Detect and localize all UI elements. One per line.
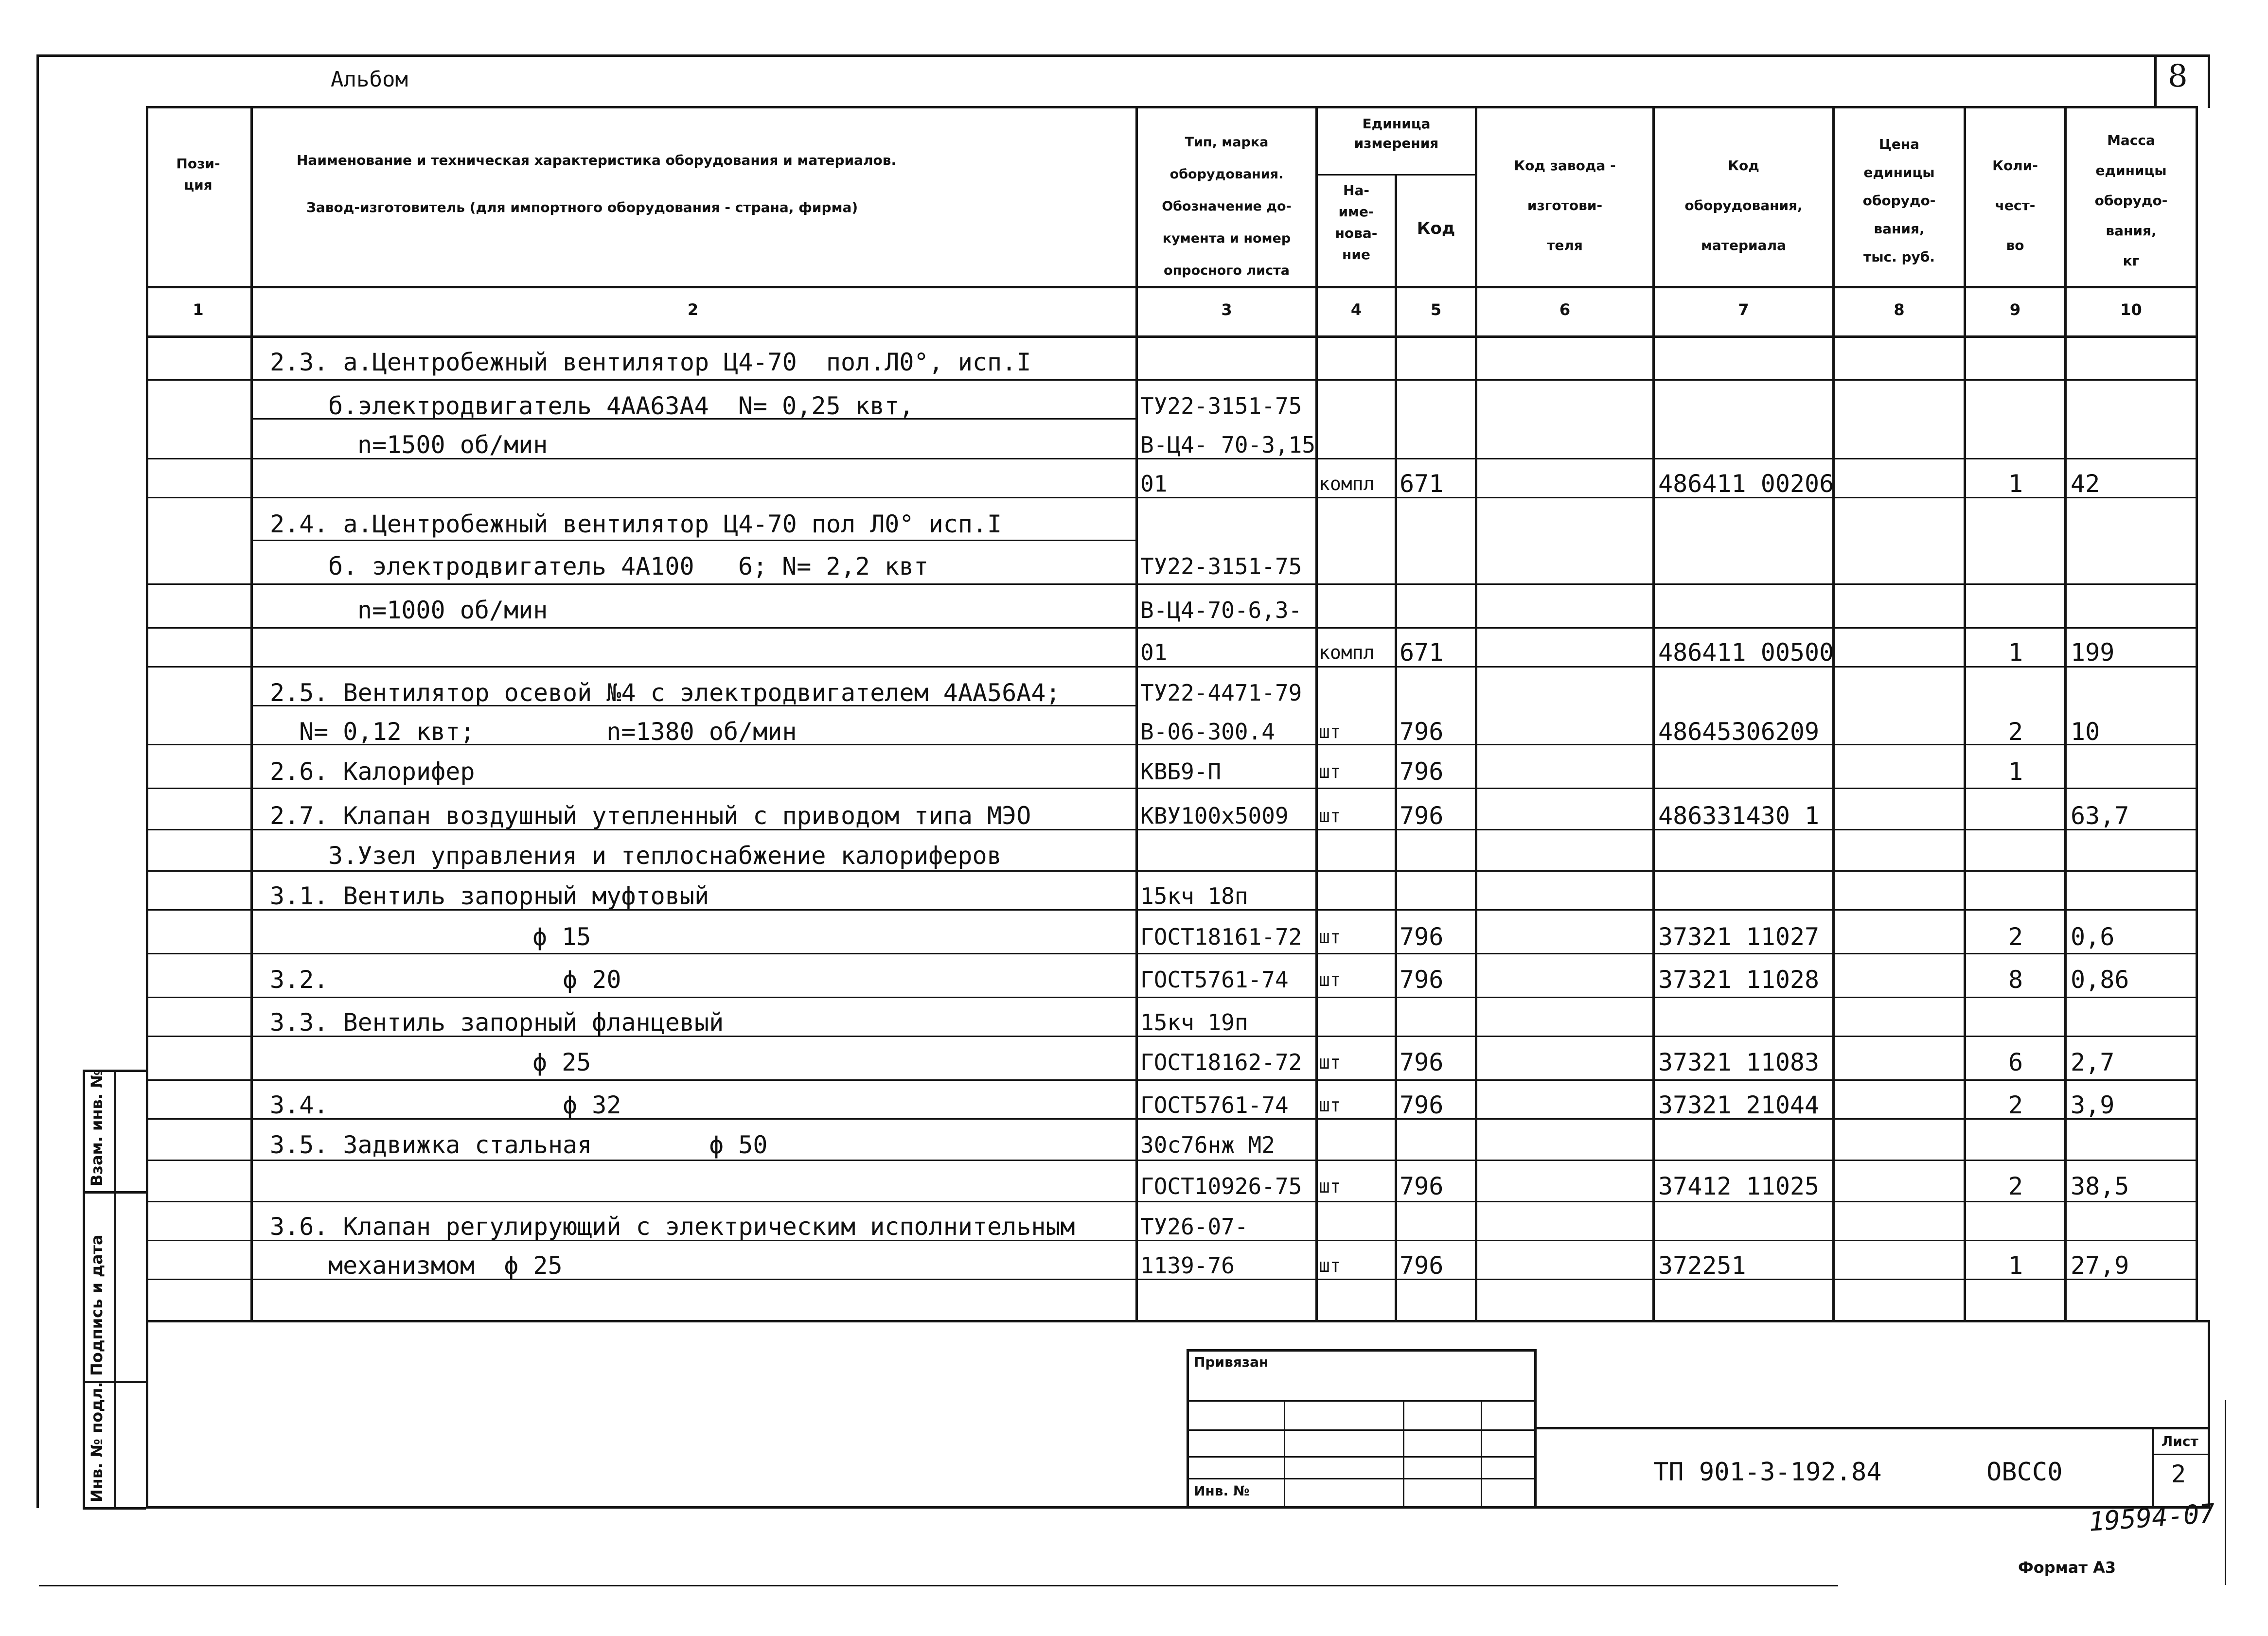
col7-header: Код оборудования, материала xyxy=(1684,158,1803,253)
cell-type: 15кч 19п xyxy=(1140,1009,1248,1036)
cell-type: ТУ26-07- xyxy=(1140,1214,1248,1240)
cell-qty: 2 xyxy=(2008,718,2023,746)
col-number: 8 xyxy=(1894,300,1905,319)
cell-code: 372251 xyxy=(1658,1251,1746,1280)
cell-type: ГОСТ5761-74 xyxy=(1140,967,1289,993)
item-description: ϕ 25 xyxy=(532,1048,591,1076)
sheet-number: 2 xyxy=(2171,1460,2186,1488)
cell-qty: 8 xyxy=(2008,966,2023,994)
cell-ucode: 796 xyxy=(1400,966,1444,994)
cell-ucode: 796 xyxy=(1400,923,1444,951)
section-code: ОВСС0 xyxy=(1986,1458,2063,1487)
cell-unit: компл xyxy=(1319,642,1375,663)
cell-code: 37412 11025 xyxy=(1658,1172,1820,1200)
cell-qty: 2 xyxy=(2008,1091,2023,1119)
cell-type: КВУ100х5009 xyxy=(1140,803,1289,829)
item-description: 2.5. Вентилятор осевой №4 с электродвигателем 4АА56А4; xyxy=(270,679,1061,707)
col1-header: Пози- ция xyxy=(176,156,220,193)
cell-ucode: 796 xyxy=(1400,718,1444,746)
col10-header: Масса единицы оборудо- вания, кг xyxy=(2094,132,2168,269)
cell-unit: шт xyxy=(1319,969,1341,990)
cell-unit: шт xyxy=(1319,1052,1341,1073)
inv-no-label: Инв. № xyxy=(1194,1483,1250,1499)
item-description: 3.5. Задвижка стальная ϕ 50 xyxy=(270,1131,768,1159)
col3-header: Тип, марка оборудования. Обозначение до- кумента и номер опросного листа xyxy=(1162,135,1292,278)
cell-type: ГОСТ10926-75 xyxy=(1140,1173,1302,1199)
cell-mass: 0,86 xyxy=(2071,966,2129,994)
archive-number: 19594-07 xyxy=(2088,1498,2216,1537)
format-label: Формат А3 xyxy=(2018,1558,2116,1577)
item-description: N= 0,12 квт; n=1380 об/мин xyxy=(299,718,797,746)
cell-ucode: 671 xyxy=(1400,638,1444,667)
side-stamp-sign-date: Подпись и дата xyxy=(88,1234,106,1376)
cell-type: ТУ22-3151-75 xyxy=(1140,393,1302,419)
unit-group-header: Единица измерения xyxy=(1354,116,1439,151)
item-description: 3.2. ϕ 20 xyxy=(270,966,621,994)
item-description: б. электродвигатель 4А100 6; N= 2,2 квт xyxy=(328,552,929,581)
cell-ucode: 796 xyxy=(1400,1048,1444,1076)
cell-code: 486331430 1 xyxy=(1658,802,1820,830)
cell-unit: компл xyxy=(1319,473,1375,494)
cell-type: 01 xyxy=(1140,471,1168,497)
side-stamp-replaced-inv: Взам. инв. № xyxy=(88,1069,106,1186)
cell-type: В-Ц4- 70-3,15 xyxy=(1140,432,1315,458)
item-description: 3.1. Вентиль запорный муфтовый xyxy=(270,882,709,910)
cell-mass: 27,9 xyxy=(2071,1251,2129,1280)
designation: ТП 901-3-192.84 xyxy=(1653,1458,1882,1487)
col-number: 6 xyxy=(1559,300,1571,319)
cell-type: 1139-76 xyxy=(1140,1252,1235,1279)
cell-ucode: 796 xyxy=(1400,1251,1444,1280)
col-number: 7 xyxy=(1738,300,1749,319)
cell-mass: 3,9 xyxy=(2071,1091,2115,1119)
cell-code: 37321 11027 xyxy=(1658,923,1820,951)
side-stamp-inv-orig: Инв. № подл. xyxy=(88,1382,106,1502)
col2-header-line1: Наименование и техническая характеристика оборудования и материалов. xyxy=(297,152,897,168)
sheet-label: Лист xyxy=(2162,1433,2198,1449)
cell-ucode: 796 xyxy=(1400,802,1444,830)
cell-ucode: 796 xyxy=(1400,1172,1444,1200)
col-number: 4 xyxy=(1350,300,1362,319)
cell-qty: 1 xyxy=(2008,638,2023,667)
cell-type: В-06-300.4 xyxy=(1140,719,1275,745)
cell-mass: 2,7 xyxy=(2071,1048,2115,1076)
cell-unit: шт xyxy=(1319,805,1341,827)
cell-unit: шт xyxy=(1319,1094,1341,1116)
cell-code: 37321 11083 xyxy=(1658,1048,1820,1076)
col-number: 5 xyxy=(1430,300,1442,319)
cell-type: В-Ц4-70-6,3- xyxy=(1140,597,1302,623)
col-number: 3 xyxy=(1221,300,1232,319)
cell-code: 486411 00206 xyxy=(1658,470,1834,498)
item-description: 2.6. Калорифер xyxy=(270,757,475,786)
cell-type: 01 xyxy=(1140,639,1168,666)
col-number: 2 xyxy=(687,300,699,319)
item-description: 3.Узел управления и теплоснабжение калориферов xyxy=(328,842,1002,870)
cell-unit: шт xyxy=(1319,721,1341,742)
col6-header: Код завода - изготови- теля xyxy=(1514,158,1616,253)
col-number: 1 xyxy=(193,300,204,319)
item-description: механизмом ϕ 25 xyxy=(328,1251,563,1280)
cell-ucode: 671 xyxy=(1400,470,1444,498)
cell-code: 37321 21044 xyxy=(1658,1091,1820,1119)
cell-code: 486411 00500 xyxy=(1658,638,1834,667)
sheet-corner-number: 8 xyxy=(2168,58,2188,94)
cell-qty: 2 xyxy=(2008,923,2023,951)
album-label: Альбом xyxy=(331,67,408,92)
cell-qty: 1 xyxy=(2008,757,2023,786)
cell-qty: 2 xyxy=(2008,1172,2023,1200)
cell-mass: 42 xyxy=(2071,470,2100,498)
cell-type: ТУ22-3151-75 xyxy=(1140,553,1302,580)
cell-type: ГОСТ18161-72 xyxy=(1140,924,1302,950)
cell-mass: 10 xyxy=(2071,718,2100,746)
item-description: n=1000 об/мин xyxy=(357,596,548,624)
item-description: 3.3. Вентиль запорный фланцевый xyxy=(270,1008,724,1037)
item-description: 2.7. Клапан воздушный утепленный с приводом типа МЭО xyxy=(270,802,1031,830)
cell-ucode: 796 xyxy=(1400,1091,1444,1119)
col2-header-line2: Завод-изготовитель (для импортного оборудования - страна, фирма) xyxy=(306,199,858,215)
cell-qty: 1 xyxy=(2008,1251,2023,1280)
cell-type: 30с76нж М2 xyxy=(1140,1132,1275,1158)
attached-label: Привязан xyxy=(1194,1354,1269,1370)
cell-mass: 63,7 xyxy=(2071,802,2129,830)
item-description: 3.4. ϕ 32 xyxy=(270,1091,621,1119)
col-number: 9 xyxy=(2009,300,2021,319)
item-description: ϕ 15 xyxy=(532,923,591,951)
cell-type: ТУ22-4471-79 xyxy=(1140,680,1302,706)
cell-mass: 199 xyxy=(2071,638,2115,667)
cell-mass: 0,6 xyxy=(2071,923,2115,951)
cell-qty: 6 xyxy=(2008,1048,2023,1076)
cell-unit: шт xyxy=(1319,761,1341,782)
cell-unit: шт xyxy=(1319,1255,1341,1276)
cell-mass: 38,5 xyxy=(2071,1172,2129,1200)
cell-ucode: 796 xyxy=(1400,757,1444,786)
cell-type: ГОСТ18162-72 xyxy=(1140,1049,1302,1075)
cell-type: 15кч 18п xyxy=(1140,883,1248,909)
cell-type: КВБ9-П xyxy=(1140,758,1222,785)
col8-header: Цена единицы оборудо- вания, тыс. руб. xyxy=(1862,136,1936,265)
col-number: 10 xyxy=(2120,300,2142,319)
item-description: б.электродвигатель 4АА63А4 N= 0,25 квт, xyxy=(328,392,914,420)
cell-code: 48645306209 xyxy=(1658,718,1820,746)
cell-code: 37321 11028 xyxy=(1658,966,1820,994)
col4-header: На- име- нова- ние xyxy=(1335,182,1378,263)
cell-unit: шт xyxy=(1319,1176,1341,1197)
cell-type: ГОСТ5761-74 xyxy=(1140,1092,1289,1118)
item-description: n=1500 об/мин xyxy=(357,431,548,459)
item-description: 2.3. а.Центробежный вентилятор Ц4-70 пол.Л0°, исп.I xyxy=(270,348,1031,376)
item-description: 3.6. Клапан регулирующий с электрическим исполнительным xyxy=(270,1213,1075,1241)
cell-unit: шт xyxy=(1319,926,1341,948)
col5-header: Код xyxy=(1417,219,1455,238)
item-description: 2.4. а.Центробежный вентилятор Ц4-70 пол Л0° исп.I xyxy=(270,510,1002,538)
cell-qty: 1 xyxy=(2008,470,2023,498)
col9-header: Коли- чест- во xyxy=(1992,158,2038,253)
